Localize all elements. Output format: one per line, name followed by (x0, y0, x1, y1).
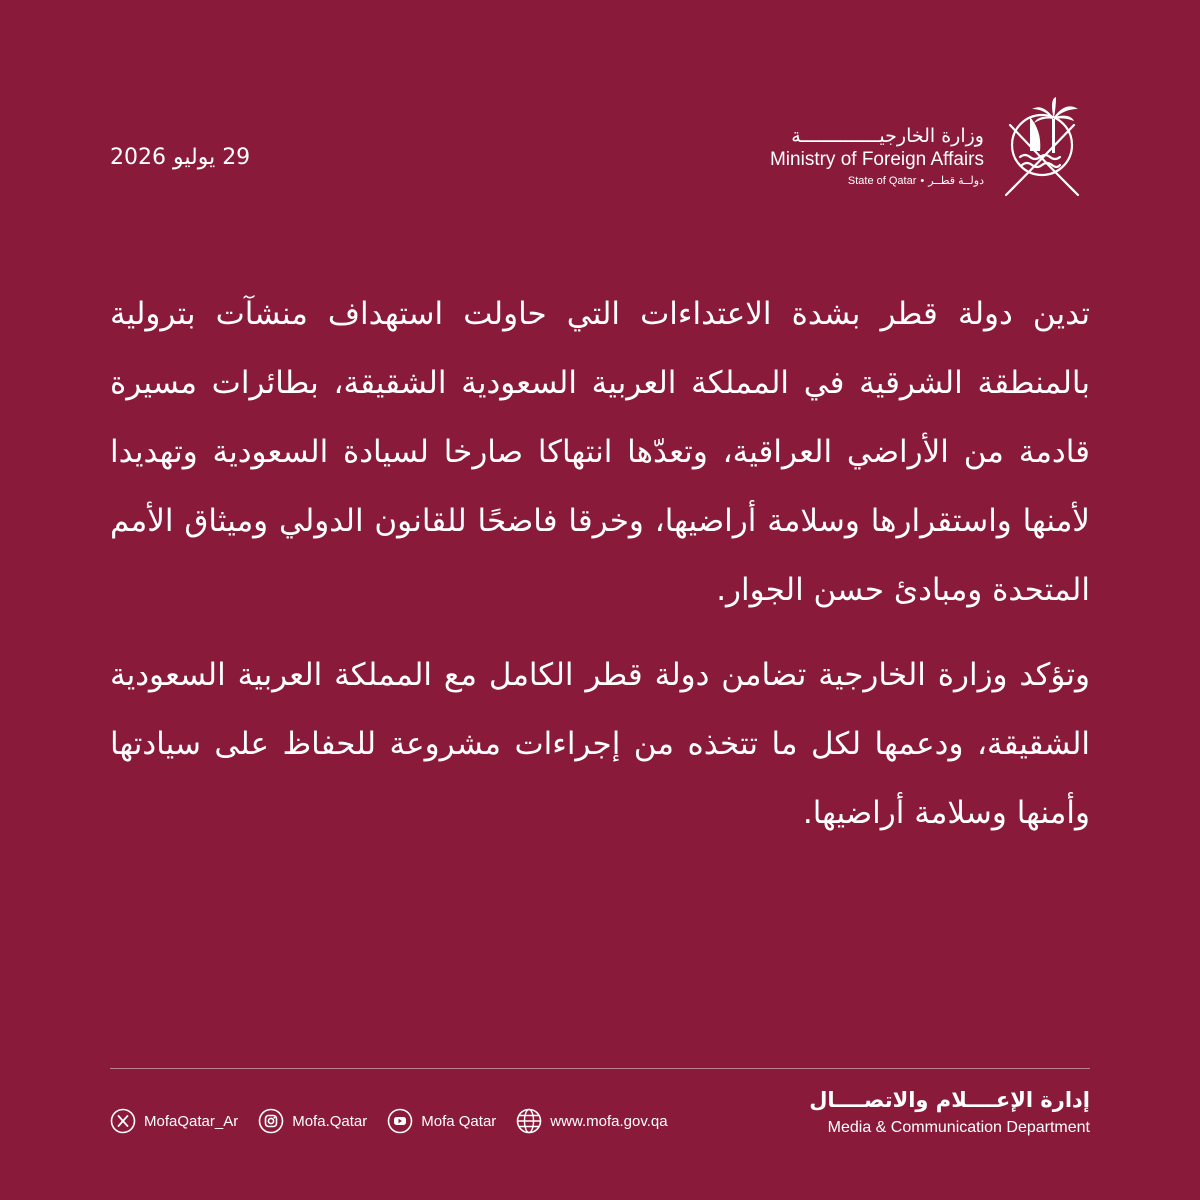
state-name-ar: دولــة قطــر (928, 175, 984, 187)
globe-icon (516, 1108, 542, 1134)
qatar-emblem-icon (994, 95, 1090, 201)
social-links (110, 1108, 668, 1134)
statement-date: 29 يوليو 2026 (110, 145, 251, 170)
department-name (809, 1085, 1090, 1141)
header (110, 95, 1090, 205)
youtube-icon (387, 1108, 413, 1134)
social-link-website[interactable] (516, 1108, 667, 1134)
department-name-ar: إدارة الإعــــلام والاتصــــال (809, 1088, 1090, 1112)
footer-divider (110, 1068, 1090, 1069)
statement-paragraph-2: وتؤكد وزارة الخارجية تضامن دولة قطر الكامل مع المملكة العربية السعودية الشقيقة، ودعمها لكل ما تتخذه من إجراءات مشروعة للحفاظ على سيادتها وأمنها وسلامة أراضيها. (110, 657, 1090, 831)
x-icon (110, 1108, 136, 1134)
social-label-x: MofaQatar_Ar (144, 1112, 239, 1130)
ministry-name-en: Ministry of Foreign Affairs (769, 149, 984, 170)
statement-body (110, 280, 1090, 864)
social-label-website: www.mofa.gov.qa (550, 1112, 668, 1130)
state-name-en: State of Qatar (847, 175, 917, 187)
ministry-name (770, 125, 984, 189)
social-label-instagram: Mofa.Qatar (292, 1112, 368, 1130)
instagram-icon (258, 1108, 284, 1134)
statement-paragraph-1: تدين دولة قطر بشدة الاعتداءات التي حاولت استهداف منشآت بترولية بالمنطقة الشرقية في المملكة العربية السعودية الشقيقة، بطائرات مسيرة قادمة من الأراضي العراقية، وتعدّها انتهاكا صارخا لسيادة السعودية وتهديدا لأمنها واستقرارها وسلامة أراضيها، وخرقا فاضحًا للقانون الدولي وميثاق الأمم المتحدة ومبادئ حسن الجوار. (110, 296, 1090, 608)
social-link-youtube[interactable] (387, 1108, 496, 1134)
state-line: State of Qatar • دولــة قطــر (847, 175, 984, 187)
ministry-name-ar: وزارة الخارجيــــــــــــــة (791, 125, 984, 147)
social-link-instagram[interactable] (258, 1108, 367, 1134)
ministry-logo (730, 95, 1090, 205)
department-name-en: Media & Communication Department (827, 1119, 1090, 1136)
social-label-youtube: Mofa Qatar (421, 1112, 497, 1130)
social-link-x[interactable] (110, 1108, 238, 1134)
